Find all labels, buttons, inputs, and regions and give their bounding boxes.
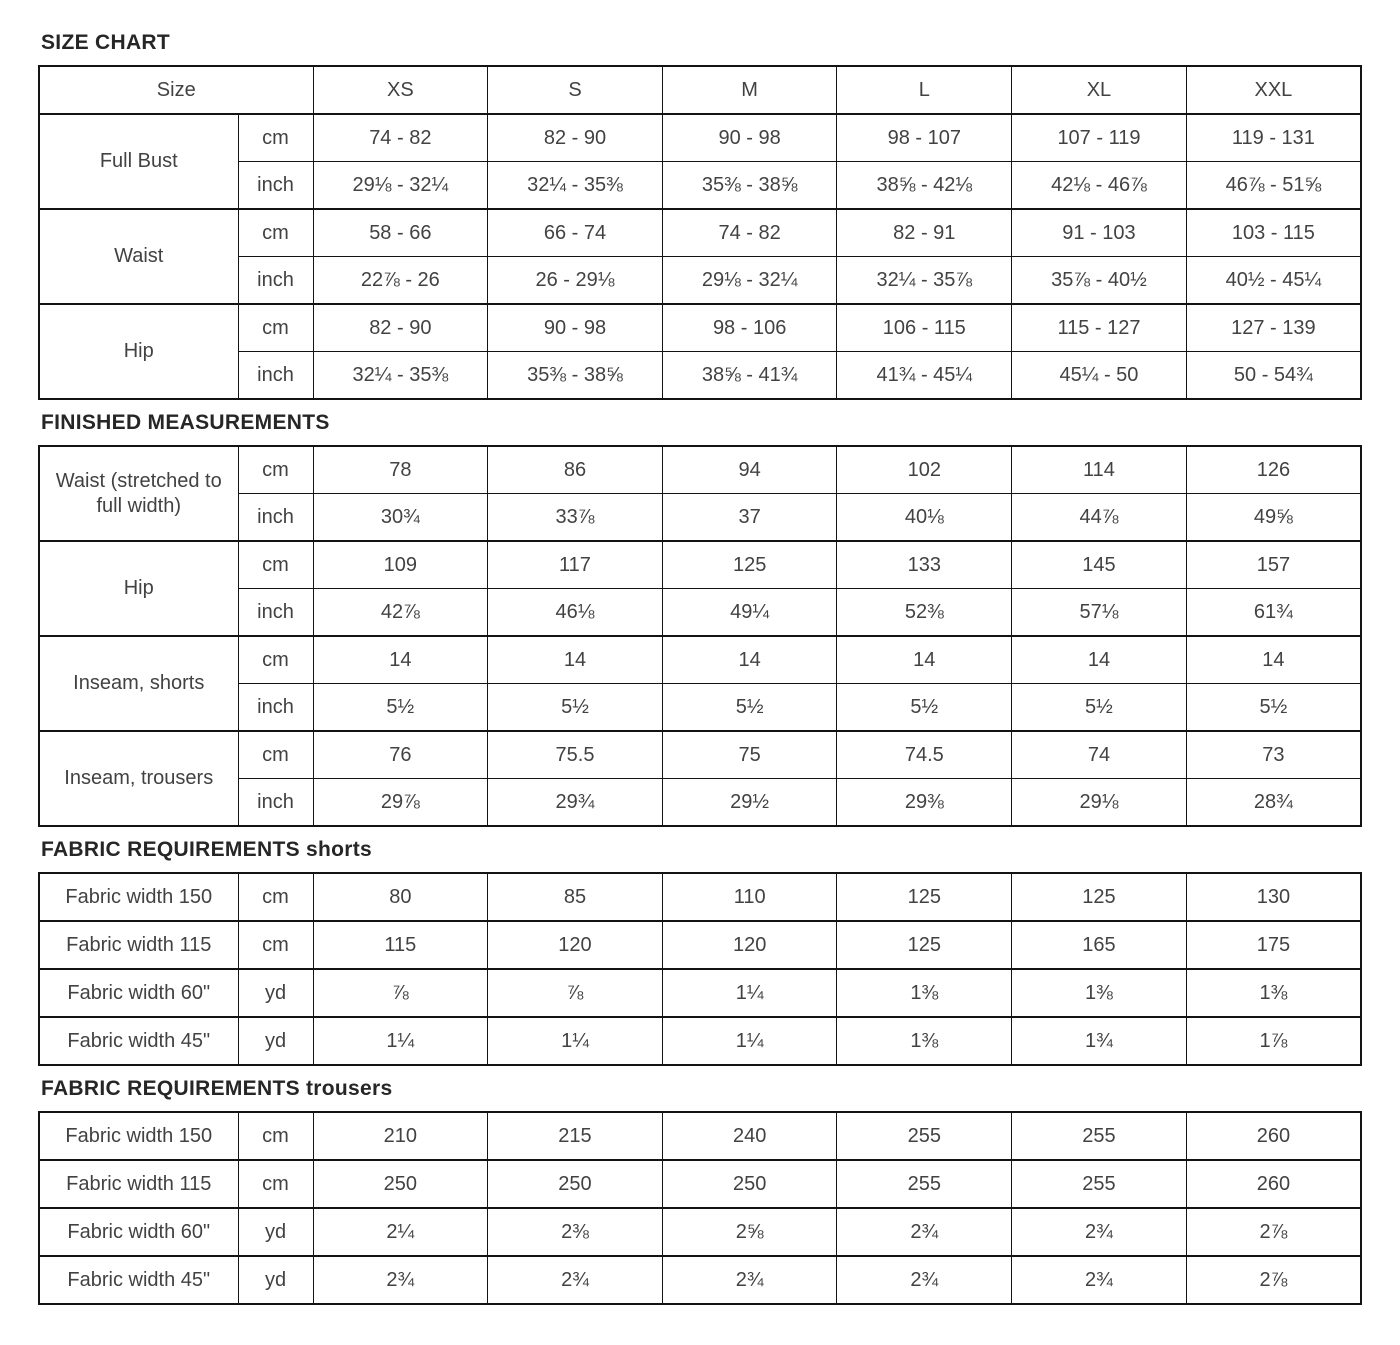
value-cell: 1⅜ (837, 1017, 1012, 1065)
value-cell: 107 - 119 (1012, 114, 1187, 162)
value-cell: 91 - 103 (1012, 209, 1187, 257)
table-row (39, 257, 1361, 305)
size-header-row (39, 66, 1361, 114)
value-cell: 127 - 139 (1186, 304, 1361, 352)
value-cell: 106 - 115 (837, 304, 1012, 352)
value-cell: 210 (313, 1112, 488, 1160)
value-cell: ⅞ (313, 969, 488, 1017)
value-cell: 2¾ (662, 1256, 837, 1304)
value-cell: 145 (1012, 541, 1187, 589)
unit-cell: cm (238, 1112, 313, 1160)
value-cell: 29⅛ (1012, 779, 1187, 827)
unit-cell: cm (238, 731, 313, 779)
value-cell: 250 (313, 1160, 488, 1208)
value-cell: 1¼ (662, 969, 837, 1017)
row-label-cell: Fabric width 115 (39, 1160, 238, 1208)
value-cell: 75.5 (488, 731, 663, 779)
value-cell: 52⅜ (837, 589, 1012, 637)
fabric-requirements-trousers-table (38, 1111, 1362, 1305)
value-cell: 1¼ (662, 1017, 837, 1065)
fabric-requirements-shorts-table (38, 872, 1362, 1066)
value-cell: 75 (662, 731, 837, 779)
value-cell: 35⅞ - 40½ (1012, 257, 1187, 305)
row-label-cell: Waist (39, 209, 238, 304)
value-cell: 46⅛ (488, 589, 663, 637)
value-cell: 98 - 106 (662, 304, 837, 352)
section-fabric-requirements-shorts (38, 839, 1362, 1066)
value-cell: 1¼ (313, 1017, 488, 1065)
unit-cell: yd (238, 1256, 313, 1304)
value-cell: 45¼ - 50 (1012, 352, 1187, 400)
value-cell: 32¼ - 35⅜ (313, 352, 488, 400)
value-cell: 125 (662, 541, 837, 589)
value-cell: 66 - 74 (488, 209, 663, 257)
value-cell: 2¾ (1012, 1208, 1187, 1256)
value-cell: 255 (837, 1160, 1012, 1208)
value-cell: 57⅛ (1012, 589, 1187, 637)
unit-cell: cm (238, 636, 313, 684)
table-row (39, 1208, 1361, 1256)
value-cell: 2⅞ (1186, 1256, 1361, 1304)
value-cell: 5½ (662, 684, 837, 732)
value-cell: 74 (1012, 731, 1187, 779)
value-cell: 14 (488, 636, 663, 684)
size-header-cell: XXL (1186, 66, 1361, 114)
fabric-requirements-shorts-heading: FABRIC REQUIREMENTS shorts (41, 838, 372, 861)
value-cell: 30¾ (313, 494, 488, 542)
value-cell: 32¼ - 35⅜ (488, 162, 663, 210)
value-cell: 125 (837, 921, 1012, 969)
value-cell: 35⅜ - 38⅝ (488, 352, 663, 400)
value-cell: 1⅞ (1186, 1017, 1361, 1065)
value-cell: 255 (1012, 1112, 1187, 1160)
finished-measurements-heading: FINISHED MEASUREMENTS (41, 411, 330, 434)
unit-cell: cm (238, 446, 313, 494)
value-cell: 42⅞ (313, 589, 488, 637)
value-cell: 165 (1012, 921, 1187, 969)
value-cell: 114 (1012, 446, 1187, 494)
unit-cell: inch (238, 162, 313, 210)
value-cell: 82 - 90 (313, 304, 488, 352)
value-cell: 90 - 98 (488, 304, 663, 352)
table-row (39, 921, 1361, 969)
table-row (39, 541, 1361, 589)
value-cell: 29⅞ (313, 779, 488, 827)
value-cell: 73 (1186, 731, 1361, 779)
value-cell: 86 (488, 446, 663, 494)
value-cell: 5½ (837, 684, 1012, 732)
value-cell: 2¼ (313, 1208, 488, 1256)
table-row (39, 494, 1361, 542)
value-cell: 2¾ (1012, 1256, 1187, 1304)
value-cell: 120 (488, 921, 663, 969)
unit-cell: inch (238, 779, 313, 827)
value-cell: 29⅜ (837, 779, 1012, 827)
size-header-label: Size (39, 66, 313, 114)
value-cell: 250 (662, 1160, 837, 1208)
unit-cell: cm (238, 1160, 313, 1208)
table-row (39, 1112, 1361, 1160)
table-row (39, 636, 1361, 684)
size-header-cell: XS (313, 66, 488, 114)
value-cell: 2⅝ (662, 1208, 837, 1256)
size-header-cell: L (837, 66, 1012, 114)
value-cell: 29⅛ - 32¼ (662, 257, 837, 305)
value-cell: 240 (662, 1112, 837, 1160)
value-cell: 38⅝ - 41¾ (662, 352, 837, 400)
row-label-cell: Fabric width 45" (39, 1256, 238, 1304)
section-size-chart (38, 32, 1362, 400)
section-fabric-requirements-trousers (38, 1078, 1362, 1305)
value-cell: 157 (1186, 541, 1361, 589)
value-cell: 1⅜ (1186, 969, 1361, 1017)
value-cell: 255 (837, 1112, 1012, 1160)
value-cell: 175 (1186, 921, 1361, 969)
table-row (39, 731, 1361, 779)
value-cell: 44⅞ (1012, 494, 1187, 542)
value-cell: 14 (313, 636, 488, 684)
table-row (39, 969, 1361, 1017)
value-cell: 1¼ (488, 1017, 663, 1065)
value-cell: 58 - 66 (313, 209, 488, 257)
value-cell: 82 - 91 (837, 209, 1012, 257)
table-row (39, 589, 1361, 637)
value-cell: 250 (488, 1160, 663, 1208)
value-cell: 119 - 131 (1186, 114, 1361, 162)
unit-cell: yd (238, 969, 313, 1017)
value-cell: 5½ (488, 684, 663, 732)
row-label-cell: Fabric width 45" (39, 1017, 238, 1065)
size-header-cell: S (488, 66, 663, 114)
table-row (39, 1160, 1361, 1208)
table-row (39, 446, 1361, 494)
value-cell: 94 (662, 446, 837, 494)
row-label-cell: Fabric width 150 (39, 873, 238, 921)
value-cell: 120 (662, 921, 837, 969)
unit-cell: cm (238, 541, 313, 589)
value-cell: 126 (1186, 446, 1361, 494)
table-row (39, 162, 1361, 210)
value-cell: 110 (662, 873, 837, 921)
value-cell: 33⅞ (488, 494, 663, 542)
unit-cell: inch (238, 684, 313, 732)
value-cell: 260 (1186, 1112, 1361, 1160)
value-cell: 46⅞ - 51⅝ (1186, 162, 1361, 210)
unit-cell: cm (238, 304, 313, 352)
value-cell: 29½ (662, 779, 837, 827)
value-cell: 32¼ - 35⅞ (837, 257, 1012, 305)
value-cell: 40½ - 45¼ (1186, 257, 1361, 305)
table-row (39, 114, 1361, 162)
value-cell: 76 (313, 731, 488, 779)
value-cell: 74.5 (837, 731, 1012, 779)
table-row (39, 304, 1361, 352)
value-cell: 82 - 90 (488, 114, 663, 162)
value-cell: 22⅞ - 26 (313, 257, 488, 305)
value-cell: 14 (1012, 636, 1187, 684)
value-cell: 74 - 82 (313, 114, 488, 162)
section-finished-measurements (38, 412, 1362, 827)
value-cell: 35⅜ - 38⅝ (662, 162, 837, 210)
size-header-cell: XL (1012, 66, 1187, 114)
row-label-cell: Inseam, trousers (39, 731, 238, 826)
fabric-requirements-trousers-heading: FABRIC REQUIREMENTS trousers (41, 1077, 393, 1100)
value-cell: 80 (313, 873, 488, 921)
value-cell: 2⅞ (1186, 1208, 1361, 1256)
value-cell: 2⅜ (488, 1208, 663, 1256)
value-cell: 28¾ (1186, 779, 1361, 827)
value-cell: 74 - 82 (662, 209, 837, 257)
value-cell: 2¾ (837, 1256, 1012, 1304)
row-label-cell: Hip (39, 541, 238, 636)
value-cell: ⅞ (488, 969, 663, 1017)
value-cell: 26 - 29⅛ (488, 257, 663, 305)
unit-cell: yd (238, 1208, 313, 1256)
value-cell: 260 (1186, 1160, 1361, 1208)
row-label-cell: Waist (stretched to full width) (39, 446, 238, 541)
unit-cell: cm (238, 209, 313, 257)
value-cell: 115 (313, 921, 488, 969)
value-cell: 5½ (1186, 684, 1361, 732)
value-cell: 41¾ - 45¼ (837, 352, 1012, 400)
value-cell: 42⅛ - 46⅞ (1012, 162, 1187, 210)
value-cell: 37 (662, 494, 837, 542)
value-cell: 49¼ (662, 589, 837, 637)
value-cell: 5½ (1012, 684, 1187, 732)
table-row (39, 779, 1361, 827)
value-cell: 98 - 107 (837, 114, 1012, 162)
value-cell: 255 (1012, 1160, 1187, 1208)
value-cell: 40⅛ (837, 494, 1012, 542)
value-cell: 14 (662, 636, 837, 684)
unit-cell: inch (238, 494, 313, 542)
value-cell: 85 (488, 873, 663, 921)
value-cell: 1⅜ (837, 969, 1012, 1017)
value-cell: 29¾ (488, 779, 663, 827)
value-cell: 49⅝ (1186, 494, 1361, 542)
unit-cell: cm (238, 873, 313, 921)
size-header-cell: M (662, 66, 837, 114)
value-cell: 115 - 127 (1012, 304, 1187, 352)
row-label-cell: Hip (39, 304, 238, 399)
value-cell: 14 (837, 636, 1012, 684)
value-cell: 78 (313, 446, 488, 494)
value-cell: 125 (1012, 873, 1187, 921)
table-row (39, 352, 1361, 400)
value-cell: 14 (1186, 636, 1361, 684)
unit-cell: inch (238, 352, 313, 400)
value-cell: 109 (313, 541, 488, 589)
finished-measurements-table (38, 445, 1362, 827)
value-cell: 38⅝ - 42⅛ (837, 162, 1012, 210)
value-cell: 5½ (313, 684, 488, 732)
value-cell: 1¾ (1012, 1017, 1187, 1065)
row-label-cell: Inseam, shorts (39, 636, 238, 731)
value-cell: 61¾ (1186, 589, 1361, 637)
value-cell: 29⅛ - 32¼ (313, 162, 488, 210)
unit-cell: cm (238, 114, 313, 162)
row-label-cell: Fabric width 60" (39, 969, 238, 1017)
value-cell: 102 (837, 446, 1012, 494)
table-row (39, 209, 1361, 257)
row-label-cell: Fabric width 115 (39, 921, 238, 969)
value-cell: 50 - 54¾ (1186, 352, 1361, 400)
value-cell: 130 (1186, 873, 1361, 921)
value-cell: 90 - 98 (662, 114, 837, 162)
row-label-cell: Fabric width 60" (39, 1208, 238, 1256)
value-cell: 1⅜ (1012, 969, 1187, 1017)
value-cell: 117 (488, 541, 663, 589)
value-cell: 125 (837, 873, 1012, 921)
unit-cell: yd (238, 1017, 313, 1065)
value-cell: 2¾ (313, 1256, 488, 1304)
table-row (39, 1256, 1361, 1304)
unit-cell: inch (238, 589, 313, 637)
value-cell: 215 (488, 1112, 663, 1160)
size-chart-heading: SIZE CHART (41, 31, 170, 54)
row-label-cell: Full Bust (39, 114, 238, 209)
table-row (39, 1017, 1361, 1065)
table-row (39, 873, 1361, 921)
value-cell: 103 - 115 (1186, 209, 1361, 257)
row-label-cell: Fabric width 150 (39, 1112, 238, 1160)
value-cell: 2¾ (837, 1208, 1012, 1256)
unit-cell: inch (238, 257, 313, 305)
value-cell: 133 (837, 541, 1012, 589)
unit-cell: cm (238, 921, 313, 969)
table-row (39, 684, 1361, 732)
size-chart-table (38, 65, 1362, 400)
value-cell: 2¾ (488, 1256, 663, 1304)
